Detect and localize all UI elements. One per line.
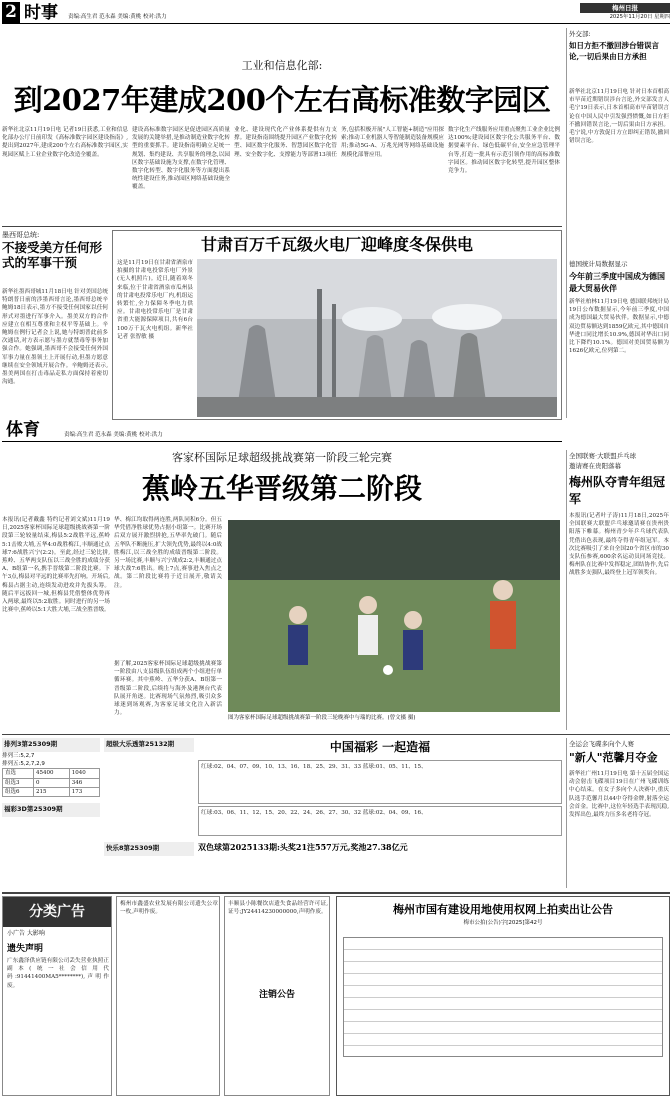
right-headline2: 今年前三季度中国成为德国最大贸易伙伴 bbox=[569, 271, 665, 293]
table-row bbox=[3, 769, 100, 778]
lead-body-col2: 建设高标准数字园区是促进园区高质量发展的关键举措,是推动制造业数字化转型的重要抓手。建设指南明确立足统一规划、集约建设、共享服务的理念,以园区数字基础设施为支撑,在数字化管理、数字化转型、数字化服务等方面提出系统性建设任务,推动园区网络基础设施全覆盖。 bbox=[132, 127, 230, 191]
fucai-headline: 双色球第2025133期:头奖21注557万元,奖池27.38亿元 bbox=[198, 842, 408, 852]
power-plant-photo bbox=[197, 259, 557, 417]
ads-title: 分类广告 bbox=[3, 897, 111, 927]
ad-body-2: 梅州市鑫盛农业发展有限公司遗失公章一枚,声明作废。 bbox=[120, 901, 218, 916]
classified-ads bbox=[2, 896, 112, 1096]
sports-headline: 蕉岭五华晋级第二阶段 bbox=[141, 472, 422, 505]
fucai-red2: 红球:03、06、11、12、15、20、22、24、26、27、30、32 蓝球:02、04、09、16、 bbox=[198, 806, 562, 836]
fucai-red1: 红球:02、04、07、09、10、13、16、18、25、29、31、33 蓝球:01、05、11、15、 bbox=[198, 760, 562, 804]
side-headline: 梅州队夺青年组冠军 bbox=[569, 475, 666, 506]
divider bbox=[2, 226, 562, 227]
editor-credits: 责编:高生君 范永森 美编:黄桃 校对:洪力 bbox=[68, 14, 167, 20]
auction-table bbox=[343, 937, 663, 1057]
section-title: 时事 bbox=[24, 3, 58, 23]
table-cell: 直选 bbox=[3, 769, 34, 778]
side-headline2: "新人"范馨月夺金 bbox=[569, 751, 658, 764]
page-number: 2 bbox=[2, 2, 20, 23]
lottery-p3-title: 排列3第25309期 bbox=[2, 738, 100, 752]
cancel-notice-title: 注销公告 bbox=[258, 990, 295, 1000]
ads-subtitle: 小广告 大影响 bbox=[7, 930, 45, 937]
divider bbox=[2, 734, 670, 735]
sports-header bbox=[2, 420, 562, 442]
gansu-headline: 甘肃百万千瓦级火电厂迎峰度冬保供电 bbox=[200, 235, 473, 254]
side-body: 本报讯(记者叶子涛)11月18日,2025年全国联赛大联盟乒乓球邀请赛在贵州贵阳落下帷幕。梅州青少年乒乓球代表队凭借出色表现,最终夺得青年组冠军。本次比赛吸引了来自全国20个省区市的30支队伍参赛,600余名运动员同场竞技。梅州队在比赛中发挥稳定,团结协作,先后战胜多支强队,最终登上冠军领奖台。 bbox=[569, 513, 669, 577]
lead-body-col4: 数字化生产线服务应用重点聚焦工业企业比例达100%;建设园区数字化公共服务平台、数据要素平台、绿色低碳平台,安全应急管理平台等,打造一批具有示范引领作用的高标准数字园区。推动园区数字化转型,提升园区整体竞争力。 bbox=[448, 127, 560, 175]
issue-date: 2025年11月20日 星期四 bbox=[609, 14, 670, 20]
left-body: 新华社墨西哥城11月18日电 针对美国总统特朗普日前的涉墨西哥言论,墨西哥总统辛鲍姆18日表示,墨方不接受任何国家以任何形式对墨进行军事介入。墨美双方的合作应建立在相互尊重和主权平等基础上。辛鲍姆在例行记者会上说,她与特朗普此前多次通话,对方表示愿与墨方就禁毒等事务加强合作。她强调,墨西哥不会接受任何外国军事力量在墨领土上开展行动,但墨方愿意继续在安全领域开展合作。辛鲍姆还表示,墨美两国在打击毒品走私方面保持着密切沟通。 bbox=[2, 289, 108, 386]
lost-notice-title: 遗失声明 bbox=[7, 944, 44, 954]
table-cell: 0 bbox=[34, 778, 70, 787]
right-headline: 如日方拒不撤回涉台错误言论,一切后果由日方承担 bbox=[569, 41, 659, 61]
gansu-feature bbox=[112, 230, 562, 420]
table-cell: 组选3 bbox=[3, 778, 34, 787]
right-column bbox=[566, 28, 670, 418]
lead-body-col1: 新华社北京11月19日电 记者19日获悉,工业和信息化部办公厅日前印发《高标准数字园区建设指南》,提出到2027年,建成200个左右高标准数字园区,实现园区赋上工业企业数字化改造全覆盖。 bbox=[2, 127, 128, 158]
right-tag: 外交部: bbox=[569, 30, 591, 38]
side-tag3: 全运会飞碟多向个人赛 bbox=[569, 740, 634, 748]
gansu-body: 这是11月19日在甘肃省酒泉市拍摄的甘肃电投常乐电厂外景(无人机照片)。近日,随着寒冬来临,位于甘肃省酒泉市瓜州县的甘肃电投常乐电厂内,机组运转繁忙,全力保障冬季电力供应。甘肃电投常乐电厂是甘肃省重大能源保障项目,共有6台100万千瓦火电机组。新华社记者 张智敏 摄 bbox=[117, 260, 193, 340]
sports-body-col3: 据了解,2025客家杯国际足球超级挑战赛第一阶段由八支县级队伍组成两个小组进行单循环赛。其中蕉岭、五华分获A、B组第一晋级第二阶段,后续将与海外及港澳台代表队展开角逐。比赛现场气氛热烈,吸引众多球迷到场观赛,为客家足球文化注入新活力。 bbox=[114, 661, 222, 717]
divider bbox=[2, 892, 670, 894]
table-cell: 346 bbox=[69, 778, 99, 787]
lottery-p3 bbox=[2, 738, 100, 888]
lottery-dlt bbox=[104, 738, 194, 888]
lottery-kl8-title: 快乐8第25309期 bbox=[104, 842, 194, 856]
football-photo bbox=[228, 520, 560, 712]
table-cell: 组选6 bbox=[3, 787, 34, 796]
sports-body-col1: 本报讯(记者戴鑫 特约记者刘文斌)11月19日,2025客家杯国际足球超级挑战赛第一阶段第三轮较量结束,梅县5:2战胜平远,蕉岭5:1击败大埔,五华4:0战胜梅江,丰顺通过点球7:6战胜兴宁(2:2)。至此,经过三轮比拼,蕉岭、五华两支队伍以三战全胜的成绩分获A、B组第一名,携手晋级第二阶段比赛。下午3点,梅县对平远的比赛率先打响。开场后,梅县占据主动,连续发动进攻并先拔头筹。随后平远扳回一城,但梅县凭借整体优势再入两球,最终以5:2取胜。同时进行的另一场比赛中,蕉岭以5:1大胜大埔,三战全胜晋级。 bbox=[2, 517, 110, 614]
lottery-table bbox=[2, 768, 100, 797]
lead-headline: 到2027年建成200个左右高标准数字园区 bbox=[13, 83, 551, 117]
sports-kicker: 客家杯国际足球超级挑战赛第一阶段三轮完赛 bbox=[172, 451, 392, 464]
right-tag2: 德国统计局数据显示 bbox=[569, 260, 628, 268]
photo-caption: 图为客家杯国际足球超级挑战赛第一阶段三轮晚赛中与瑞的比赛。(曾文摄 摄) bbox=[228, 715, 416, 721]
lost-notice-body: 广东鑫泽供应链有限公司丢失营业执照正副本(统一社会信用代码:91441400MA5********),声明作废。 bbox=[7, 958, 109, 989]
lead-kicker: 工业和信息化部: bbox=[241, 59, 323, 72]
right-body2: 新华社柏林11月19日电 德国联邦统计局19日公布数据显示,今年前三季度,中国成为德国最大贸易伙伴。数据显示,中德双边贸易额达到1859亿欧元,其中德国自华进口同比增长10.9%,德国对华出口同比下降约10.1%。德国对美国贸易额为1626亿欧元,位列第二。 bbox=[569, 299, 669, 355]
auction-title: 梅州市国有建设用地使用权网上拍卖出让公告 bbox=[393, 903, 613, 916]
left-headline: 不接受美方任何形式的军事干预 bbox=[2, 240, 103, 270]
side-tag2: 邀请赛在贵阳落幕 bbox=[569, 462, 621, 470]
fucai-box bbox=[198, 738, 562, 888]
lottery-p5-number: 排列五:5,2,7,2,9 bbox=[2, 761, 45, 767]
sports-section-title: 体育 bbox=[6, 420, 40, 440]
table-cell: 1040 bbox=[69, 769, 99, 778]
land-auction-notice bbox=[336, 896, 670, 1096]
page-header bbox=[2, 2, 670, 24]
lottery-p3-number: 排列三:5,2,7 bbox=[2, 752, 35, 759]
ad-column-3 bbox=[224, 896, 330, 1096]
right-body: 新华社北京11月19日电 针对日本首相高市早苗近期错误涉台言论,外交部发言人毛宁19日表示,日本首相高市早苗错误言论在中国人民中引发强烈愤慨,如日方拒不撤回错误言论,一切后果由日方承担。毛宁说,中方敦促日方立即纠正错误,撤回错误言论。 bbox=[569, 89, 669, 145]
table-row bbox=[3, 787, 100, 796]
lottery-3d-title: 福彩3D第25309期 bbox=[2, 803, 100, 817]
side-body2: 新华社广州11月19日电 第十五届全国运动会射击飞碟项目19日在广州飞碟训练中心结束。在女子多向个人决赛中,重庆队选手范馨月以44中夺得金牌,射落全运会首金。比赛中,这位年轻选手表现沉稳,发挥出色,最终力压多名老将夺冠。 bbox=[569, 771, 669, 819]
sports-editor-credits: 责编:高生君 范永森 美编:黄桃 校对:洪力 bbox=[64, 432, 163, 438]
table-cell: 45400 bbox=[34, 769, 70, 778]
ad-column-2 bbox=[116, 896, 220, 1096]
sports-right-column bbox=[566, 450, 670, 730]
lead-body-col3: 业化、建设现代化产业体系提供有力支撑。建设指南围绕提升园区产业数字化转型、园区数字化服务、智慧园区数字化管理、安全数字化、支撑能力等部署13项任务,包括积极开展"人工智能+制造"应用探索;推动工业机器人等智能制造装备规模应用;推动5G-A、万兆光网等网络基础设施规模化部署应用。 bbox=[234, 127, 444, 158]
lottery-dlt-title: 超级大乐透第25132期 bbox=[104, 738, 194, 752]
ad-body-3: 丰顺县小陈餐饮店遗失食品经营许可证,证号:JY24414230000000,声明作废。 bbox=[228, 901, 328, 916]
paper-logo: 梅州日报 bbox=[580, 3, 670, 13]
auction-number: 梅市公拍(公告)字[2025]第42号 bbox=[463, 920, 543, 926]
sports-right-column2 bbox=[566, 738, 670, 888]
fucai-title: 中国福彩 一起造福 bbox=[329, 740, 431, 754]
table-row bbox=[3, 778, 100, 787]
table-cell: 173 bbox=[69, 787, 99, 796]
left-tag: 墨西哥总统: bbox=[2, 231, 40, 239]
side-tag: 全国联赛·大联盟乒乓球 bbox=[569, 452, 637, 460]
sports-body-col2: 华、梅江均取得两连胜,两队同积6分。但五华凭借净胜球优势占据小组第一。比赛开场后双方展开激烈拼抢,五华率先破门。随后五华队不断施压,扩大领先优势,最终以4:0战胜梅江,以三战全胜的成绩晋级第二阶段。另一场比赛,丰顺与兴宁战成2:2,丰顺通过点球大战7:6胜出。晚上7点,赛事进入焦点之战。第二阶段比赛将于近日展开,敬请关注。 bbox=[114, 517, 222, 589]
table-cell: 215 bbox=[34, 787, 70, 796]
